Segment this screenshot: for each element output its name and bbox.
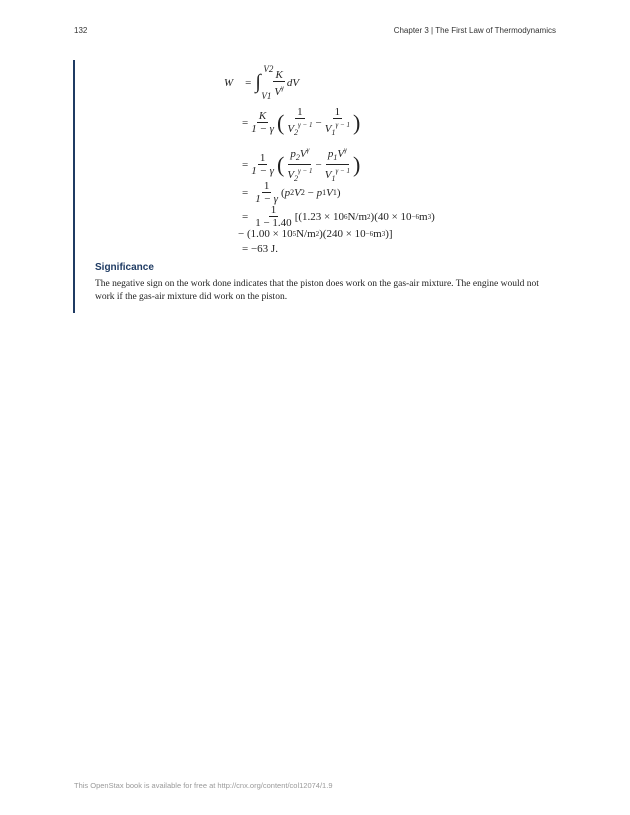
fraction-K-over-V-gamma: $\frac{K}{V^\gamma}$ bbox=[274, 68, 284, 98]
example-sidebar-bar bbox=[73, 60, 75, 313]
page-number: 132 bbox=[74, 26, 88, 35]
dV: dV bbox=[286, 77, 300, 89]
fraction-p1V1-over-V1: $\frac{p_1V^\gamma}{V_1^{\gamma - 1}}$ bbox=[324, 146, 350, 183]
equation-result: = −63 J. bbox=[242, 243, 278, 255]
equation-line-4: = $\frac{1}{1 - \gamma}$ ( p 2 V 2 − p 1 V 1 ) bbox=[242, 180, 341, 205]
fraction-1-over-1-minus-1.40: $\frac{1}{1 - 1.40}$ bbox=[255, 204, 292, 229]
equation-line-6: − (1.00 × 10 5 N/m 2 )(240 × 10 −6 m 3 )] bbox=[238, 228, 393, 240]
equation-line-5: = $\frac{1}{1 - 1.40}$ [(1.23 × 10 6 N/m 2 )(40 × 10 −6 m 3 ) bbox=[242, 204, 435, 229]
equation-line-3: = $\frac{1}{1 - \gamma}$ ( $\frac{p_2V^\gamma}{V_2^{\gamma - 1}}$ − $\frac{p_1V^\gamma}{V_1^{\gamma - 1}}$ ) bbox=[242, 146, 361, 183]
work-symbol: W bbox=[224, 77, 234, 89]
equation-line-2: = $\frac{K}{1 - \gamma}$ ( $\frac{1}{V_2^{\gamma - 1}}$ − $\frac{1}{V_1^{\gamma - 1}}$ ) bbox=[242, 106, 361, 137]
significance-heading: Significance bbox=[95, 262, 154, 273]
equals-sign: = bbox=[245, 77, 252, 89]
page-footer: This OpenStax book is available for free at http://cnx.org/content/col12074/1.9 bbox=[74, 781, 333, 790]
integral-sign: ∫ V2 V1 bbox=[255, 64, 274, 101]
fraction-1-over-V1: $\frac{1}{V_1^{\gamma - 1}}$ bbox=[324, 106, 350, 137]
equation-line-1 bbox=[224, 66, 299, 100]
significance-text: The negative sign on the work done indicates that the piston does work on the gas-air mixture. The engine would not work if the gas-air mixture did work on the piston. bbox=[95, 279, 539, 302]
integral-upper-limit: V2 bbox=[263, 64, 274, 74]
fraction-K-over-1-minus-gamma: $\frac{K}{1 - \gamma}$ bbox=[251, 110, 274, 135]
chapter-header: Chapter 3 | The First Law of Thermodynamics bbox=[393, 26, 556, 35]
fraction-1-over-V2: $\frac{1}{V_2^{\gamma - 1}}$ bbox=[287, 106, 313, 137]
integral-lower-limit: V1 bbox=[261, 91, 272, 101]
fraction-p2V2-over-V2: $\frac{p_2V^\gamma}{V_2^{\gamma - 1}}$ bbox=[287, 146, 313, 183]
